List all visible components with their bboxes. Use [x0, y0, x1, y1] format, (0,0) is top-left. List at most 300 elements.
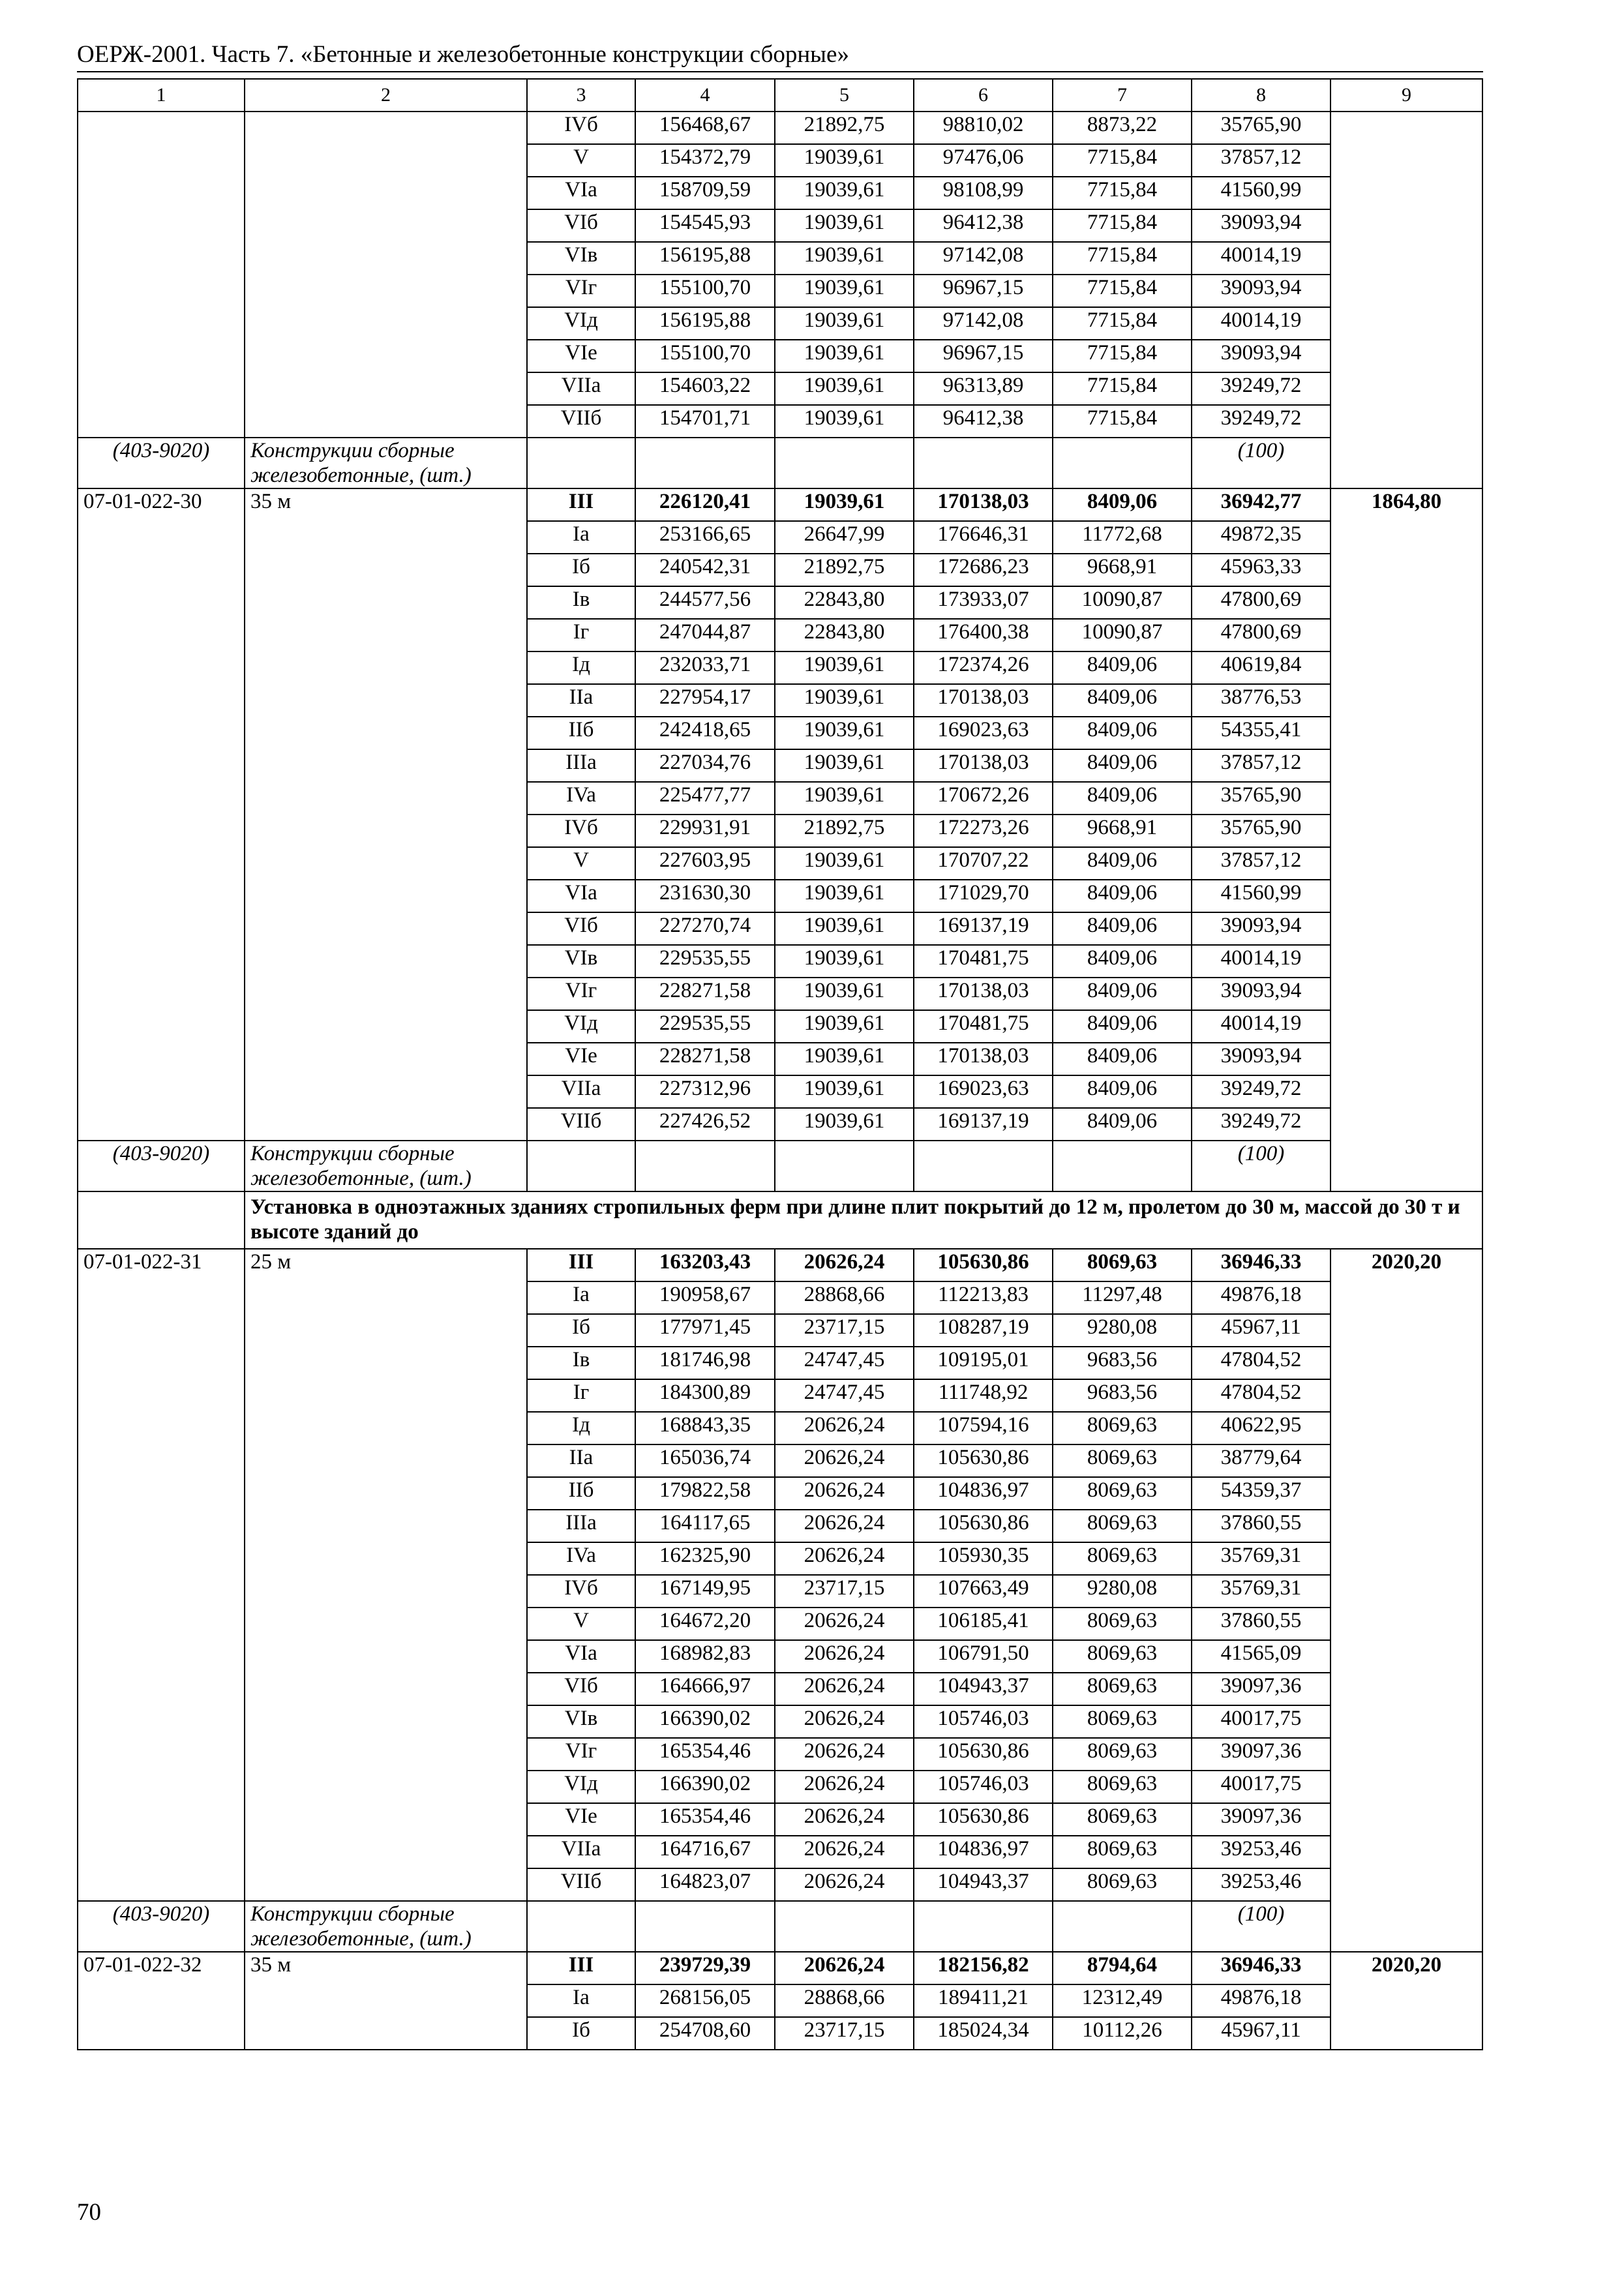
material-cost-cell: 40014,19: [1192, 1010, 1331, 1043]
machine-cost-cell: 111748,92: [914, 1379, 1053, 1412]
labor-cost-cell: 19039,61: [775, 488, 914, 521]
machine-cost-cell: 104943,37: [914, 1868, 1053, 1901]
material-cost-cell: 36946,33: [1192, 1952, 1331, 1984]
direct-cost-cell: 154701,71: [635, 405, 775, 438]
machine-cost-cell: 105630,86: [914, 1803, 1053, 1836]
operator-wage-cell: 8409,06: [1053, 1043, 1192, 1075]
direct-cost-cell: 229535,55: [635, 1010, 775, 1043]
direct-cost-cell: 231630,30: [635, 880, 775, 912]
machine-cost-cell: 172273,26: [914, 815, 1053, 847]
resource-row: [78, 1901, 1482, 1952]
column-header: 4: [635, 79, 775, 112]
material-cost-cell: 41560,99: [1192, 177, 1331, 209]
material-cost-cell: 45963,33: [1192, 554, 1331, 586]
table-row: [78, 1249, 1482, 1281]
resource-row: [78, 1141, 1482, 1191]
zone-cell: VIIб: [527, 405, 635, 438]
machine-cost-cell: 172374,26: [914, 651, 1053, 684]
direct-cost-cell: 177971,45: [635, 1314, 775, 1347]
material-cost-cell: 36942,77: [1192, 488, 1331, 521]
column-header: 6: [914, 79, 1053, 112]
empty-cell: [775, 438, 914, 488]
machine-cost-cell: 170672,26: [914, 782, 1053, 815]
machine-cost-cell: 169137,19: [914, 1108, 1053, 1141]
zone-cell: VIе: [527, 340, 635, 372]
labor-cost-cell: 19039,61: [775, 717, 914, 749]
direct-cost-cell: 168982,83: [635, 1640, 775, 1673]
labor-cost-cell: 20626,24: [775, 1640, 914, 1673]
machine-cost-cell: 170138,03: [914, 488, 1053, 521]
machine-cost-cell: 176400,38: [914, 619, 1053, 651]
zone-cell: V: [527, 1608, 635, 1640]
direct-cost-cell: 226120,41: [635, 488, 775, 521]
resource-name: Конструкции сборные железобетонные, (шт.): [245, 1901, 527, 1952]
zone-cell: Iд: [527, 1412, 635, 1444]
machine-cost-cell: 105630,86: [914, 1249, 1053, 1281]
direct-cost-cell: 242418,65: [635, 717, 775, 749]
material-cost-cell: 47800,69: [1192, 619, 1331, 651]
header-rule: [77, 71, 1483, 72]
labor-cost-cell: 19039,61: [775, 372, 914, 405]
direct-cost-cell: 165036,74: [635, 1444, 775, 1477]
operator-wage-cell: 8409,06: [1053, 684, 1192, 717]
zone-cell: V: [527, 847, 635, 880]
labor-cost-cell: 23717,15: [775, 2017, 914, 2050]
material-cost-cell: 37860,55: [1192, 1510, 1331, 1542]
labor-cost-cell: 21892,75: [775, 554, 914, 586]
material-cost-cell: 40619,84: [1192, 651, 1331, 684]
labor-cost-cell: 19039,61: [775, 749, 914, 782]
machine-cost-cell: 105630,86: [914, 1444, 1053, 1477]
empty-cell: [1053, 438, 1192, 488]
zone-cell: IIб: [527, 1477, 635, 1510]
empty-cell: [914, 438, 1053, 488]
material-cost-cell: 40017,75: [1192, 1705, 1331, 1738]
material-cost-cell: 35765,90: [1192, 782, 1331, 815]
material-cost-cell: 41560,99: [1192, 880, 1331, 912]
zone-cell: IVб: [527, 112, 635, 144]
operator-wage-cell: 8069,63: [1053, 1249, 1192, 1281]
empty-cell: [527, 1141, 635, 1191]
operator-wage-cell: 8409,06: [1053, 782, 1192, 815]
labor-cost-cell: 19039,61: [775, 275, 914, 307]
labor-cost-cell: 28868,66: [775, 1984, 914, 2017]
direct-cost-cell: 240542,31: [635, 554, 775, 586]
machine-cost-cell: 98108,99: [914, 177, 1053, 209]
operator-wage-cell: 8409,06: [1053, 1075, 1192, 1108]
material-cost-cell: 35765,90: [1192, 112, 1331, 144]
machine-cost-cell: 97142,08: [914, 242, 1053, 275]
direct-cost-cell: 166390,02: [635, 1705, 775, 1738]
zone-cell: Iб: [527, 1314, 635, 1347]
direct-cost-cell: 225477,77: [635, 782, 775, 815]
operator-wage-cell: 7715,84: [1053, 307, 1192, 340]
section-spacer: [78, 1191, 245, 1249]
empty-cell: [527, 438, 635, 488]
resource-name: Конструкции сборные железобетонные, (шт.): [245, 1141, 527, 1191]
direct-cost-cell: 181746,98: [635, 1347, 775, 1379]
empty-cell: [775, 1901, 914, 1952]
zone-cell: Iб: [527, 554, 635, 586]
labor-cost-cell: 20626,24: [775, 1510, 914, 1542]
table-row: [78, 112, 1482, 144]
direct-cost-cell: 155100,70: [635, 340, 775, 372]
zone-cell: Iг: [527, 1379, 635, 1412]
labor-cost-cell: 19039,61: [775, 684, 914, 717]
direct-cost-cell: 227603,95: [635, 847, 775, 880]
material-cost-cell: 40622,95: [1192, 1412, 1331, 1444]
column-header: 1: [78, 79, 245, 112]
zone-cell: IIa: [527, 1444, 635, 1477]
material-cost-cell: 49876,18: [1192, 1984, 1331, 2017]
zone-cell: IIIa: [527, 749, 635, 782]
labor-cost-cell: 20626,24: [775, 1771, 914, 1803]
direct-cost-cell: 227312,96: [635, 1075, 775, 1108]
direct-cost-cell: 164672,20: [635, 1608, 775, 1640]
zone-cell: Iв: [527, 1347, 635, 1379]
material-cost-cell: 37857,12: [1192, 749, 1331, 782]
labor-cost-cell: 19039,61: [775, 405, 914, 438]
rate-code: 07-01-022-31: [78, 1249, 245, 1901]
page-number: 70: [77, 2199, 101, 2226]
material-cost-cell: 47804,52: [1192, 1379, 1331, 1412]
rate-span: [245, 112, 527, 438]
operator-wage-cell: 9280,08: [1053, 1575, 1192, 1608]
machine-cost-cell: 107663,49: [914, 1575, 1053, 1608]
operator-wage-cell: 8409,06: [1053, 978, 1192, 1010]
machine-cost-cell: 169023,63: [914, 1075, 1053, 1108]
direct-cost-cell: 227426,52: [635, 1108, 775, 1141]
machine-cost-cell: 106185,41: [914, 1608, 1053, 1640]
material-cost-cell: 41565,09: [1192, 1640, 1331, 1673]
operator-wage-cell: 8069,63: [1053, 1510, 1192, 1542]
table-body: [78, 79, 1482, 2050]
zone-cell: VIд: [527, 307, 635, 340]
machine-cost-cell: 170138,03: [914, 749, 1053, 782]
empty-cell: [635, 1901, 775, 1952]
zone-cell: Iб: [527, 2017, 635, 2050]
labor-cost-cell: 19039,61: [775, 945, 914, 978]
operator-wage-cell: 8069,63: [1053, 1738, 1192, 1771]
labor-cost-cell: 19039,61: [775, 978, 914, 1010]
empty-cell: [1053, 1141, 1192, 1191]
direct-cost-cell: 164716,67: [635, 1836, 775, 1868]
labor-cost-cell: 20626,24: [775, 1608, 914, 1640]
direct-cost-cell: 162325,90: [635, 1542, 775, 1575]
column-header-row: [78, 79, 1482, 112]
table-row: [78, 1952, 1482, 1984]
direct-cost-cell: 154603,22: [635, 372, 775, 405]
zone-cell: III: [527, 1952, 635, 1984]
operator-wage-cell: 7715,84: [1053, 372, 1192, 405]
resource-ref: (403-9020): [78, 438, 245, 488]
direct-cost-cell: 228271,58: [635, 1043, 775, 1075]
machine-cost-cell: 170138,03: [914, 978, 1053, 1010]
direct-cost-cell: 164117,65: [635, 1510, 775, 1542]
operator-wage-cell: 9683,56: [1053, 1347, 1192, 1379]
direct-cost-cell: 165354,46: [635, 1738, 775, 1771]
material-cost-cell: 39093,94: [1192, 912, 1331, 945]
labor-cost-cell: 20626,24: [775, 1412, 914, 1444]
machine-cost-cell: 170707,22: [914, 847, 1053, 880]
direct-cost-cell: 156195,88: [635, 307, 775, 340]
material-cost-cell: 39253,46: [1192, 1868, 1331, 1901]
zone-cell: IVб: [527, 815, 635, 847]
direct-cost-cell: 158709,59: [635, 177, 775, 209]
machine-cost-cell: 170138,03: [914, 1043, 1053, 1075]
zone-cell: IIa: [527, 684, 635, 717]
zone-cell: Iд: [527, 651, 635, 684]
operator-wage-cell: 8409,06: [1053, 1108, 1192, 1141]
machine-cost-cell: 104943,37: [914, 1673, 1053, 1705]
labor-cost-cell: 19039,61: [775, 209, 914, 242]
zone-cell: VIa: [527, 880, 635, 912]
direct-cost-cell: 247044,87: [635, 619, 775, 651]
rate-code: 07-01-022-32: [78, 1952, 245, 2050]
machine-cost-cell: 173933,07: [914, 586, 1053, 619]
labor-cost-cell: 20626,24: [775, 1836, 914, 1868]
zone-cell: Iв: [527, 586, 635, 619]
machine-cost-cell: 105746,03: [914, 1705, 1053, 1738]
machine-cost-cell: 169137,19: [914, 912, 1053, 945]
labor-cost-cell: 22843,80: [775, 586, 914, 619]
zone-cell: VIв: [527, 242, 635, 275]
zone-cell: VIг: [527, 275, 635, 307]
labor-cost-cell: 19039,61: [775, 1075, 914, 1108]
direct-cost-cell: 163203,43: [635, 1249, 775, 1281]
labor-total: 2020,20: [1331, 1249, 1482, 1952]
machine-cost-cell: 97476,06: [914, 144, 1053, 177]
labor-cost-cell: 19039,61: [775, 1043, 914, 1075]
empty-cell: [527, 1901, 635, 1952]
operator-wage-cell: 8069,63: [1053, 1868, 1192, 1901]
labor-cost-cell: 20626,24: [775, 1673, 914, 1705]
labor-cost-cell: 28868,66: [775, 1281, 914, 1314]
operator-wage-cell: 7715,84: [1053, 242, 1192, 275]
resource-ref: (403-9020): [78, 1901, 245, 1952]
labor-cost-cell: 20626,24: [775, 1952, 914, 1984]
operator-wage-cell: 10090,87: [1053, 619, 1192, 651]
column-header: 9: [1331, 79, 1482, 112]
zone-cell: VIIб: [527, 1108, 635, 1141]
rate-span: 35 м: [245, 1952, 527, 2050]
zone-cell: VIе: [527, 1803, 635, 1836]
operator-wage-cell: 8409,06: [1053, 651, 1192, 684]
material-cost-cell: 39093,94: [1192, 209, 1331, 242]
operator-wage-cell: 8409,06: [1053, 717, 1192, 749]
material-cost-cell: 39097,36: [1192, 1803, 1331, 1836]
zone-cell: IVб: [527, 1575, 635, 1608]
zone-cell: VIIa: [527, 1075, 635, 1108]
labor-cost-cell: 19039,61: [775, 782, 914, 815]
labor-cost-cell: 19039,61: [775, 307, 914, 340]
operator-wage-cell: 8409,06: [1053, 912, 1192, 945]
operator-wage-cell: 8409,06: [1053, 749, 1192, 782]
operator-wage-cell: 8069,63: [1053, 1836, 1192, 1868]
material-cost-cell: 54359,37: [1192, 1477, 1331, 1510]
direct-cost-cell: 156195,88: [635, 242, 775, 275]
operator-wage-cell: 8069,63: [1053, 1477, 1192, 1510]
material-cost-cell: 39249,72: [1192, 372, 1331, 405]
labor-cost-cell: 19039,61: [775, 912, 914, 945]
direct-cost-cell: 156468,67: [635, 112, 775, 144]
operator-wage-cell: 7715,84: [1053, 177, 1192, 209]
column-header: 5: [775, 79, 914, 112]
direct-cost-cell: 165354,46: [635, 1803, 775, 1836]
material-cost-cell: 47804,52: [1192, 1347, 1331, 1379]
page-header: ОЕРЖ-2001. Часть 7. «Бетонные и железобетонные конструкции сборные»: [77, 41, 849, 68]
machine-cost-cell: 172686,23: [914, 554, 1053, 586]
zone-cell: Iг: [527, 619, 635, 651]
operator-wage-cell: 8069,63: [1053, 1542, 1192, 1575]
labor-cost-cell: 20626,24: [775, 1477, 914, 1510]
rate-code: [78, 112, 245, 438]
material-cost-cell: 40014,19: [1192, 307, 1331, 340]
operator-wage-cell: 10090,87: [1053, 586, 1192, 619]
machine-cost-cell: 96412,38: [914, 405, 1053, 438]
operator-wage-cell: 8069,63: [1053, 1640, 1192, 1673]
direct-cost-cell: 227034,76: [635, 749, 775, 782]
machine-cost-cell: 96313,89: [914, 372, 1053, 405]
operator-wage-cell: 11772,68: [1053, 521, 1192, 554]
zone-cell: VIд: [527, 1771, 635, 1803]
zone-cell: VIб: [527, 1673, 635, 1705]
machine-cost-cell: 96412,38: [914, 209, 1053, 242]
direct-cost-cell: 227954,17: [635, 684, 775, 717]
operator-wage-cell: 12312,49: [1053, 1984, 1192, 2017]
operator-wage-cell: 8069,63: [1053, 1673, 1192, 1705]
zone-cell: V: [527, 144, 635, 177]
direct-cost-cell: 239729,39: [635, 1952, 775, 1984]
labor-cost-cell: 19039,61: [775, 177, 914, 209]
material-cost-cell: 37860,55: [1192, 1608, 1331, 1640]
labor-cost-cell: 24747,45: [775, 1347, 914, 1379]
material-cost-cell: 49876,18: [1192, 1281, 1331, 1314]
labor-total: [1331, 112, 1482, 488]
labor-cost-cell: 19039,61: [775, 242, 914, 275]
zone-cell: VIб: [527, 912, 635, 945]
machine-cost-cell: 96967,15: [914, 275, 1053, 307]
empty-cell: [635, 438, 775, 488]
labor-cost-cell: 19039,61: [775, 340, 914, 372]
zone-cell: VIa: [527, 177, 635, 209]
operator-wage-cell: 10112,26: [1053, 2017, 1192, 2050]
material-cost-cell: 39249,72: [1192, 1108, 1331, 1141]
table-row: [78, 488, 1482, 521]
material-cost-cell: 40014,19: [1192, 242, 1331, 275]
machine-cost-cell: 108287,19: [914, 1314, 1053, 1347]
operator-wage-cell: 8069,63: [1053, 1803, 1192, 1836]
machine-cost-cell: 96967,15: [914, 340, 1053, 372]
direct-cost-cell: 229535,55: [635, 945, 775, 978]
material-cost-cell: 49872,35: [1192, 521, 1331, 554]
zone-cell: III: [527, 488, 635, 521]
empty-cell: [635, 1141, 775, 1191]
zone-cell: VIе: [527, 1043, 635, 1075]
operator-wage-cell: 8069,63: [1053, 1444, 1192, 1477]
material-cost-cell: 39249,72: [1192, 1075, 1331, 1108]
zone-cell: VIв: [527, 1705, 635, 1738]
machine-cost-cell: 106791,50: [914, 1640, 1053, 1673]
zone-cell: VIг: [527, 978, 635, 1010]
direct-cost-cell: 190958,67: [635, 1281, 775, 1314]
labor-cost-cell: 20626,24: [775, 1542, 914, 1575]
operator-wage-cell: 8409,06: [1053, 945, 1192, 978]
direct-cost-cell: 254708,60: [635, 2017, 775, 2050]
zone-cell: VIa: [527, 1640, 635, 1673]
labor-cost-cell: 23717,15: [775, 1575, 914, 1608]
material-cost-cell: 39093,94: [1192, 978, 1331, 1010]
zone-cell: VIIa: [527, 1836, 635, 1868]
column-header: 7: [1053, 79, 1192, 112]
resource-row: [78, 438, 1482, 488]
material-cost-cell: 40017,75: [1192, 1771, 1331, 1803]
machine-cost-cell: 170481,75: [914, 1010, 1053, 1043]
machine-cost-cell: 104836,97: [914, 1477, 1053, 1510]
material-cost-cell: 45967,11: [1192, 2017, 1331, 2050]
operator-wage-cell: 8069,63: [1053, 1771, 1192, 1803]
material-cost-cell: 36946,33: [1192, 1249, 1331, 1281]
rate-code: 07-01-022-30: [78, 488, 245, 1141]
operator-wage-cell: 8794,64: [1053, 1952, 1192, 1984]
empty-cell: [914, 1901, 1053, 1952]
direct-cost-cell: 244577,56: [635, 586, 775, 619]
zone-cell: VIг: [527, 1738, 635, 1771]
material-cost-cell: 35769,31: [1192, 1542, 1331, 1575]
material-cost-cell: 38779,64: [1192, 1444, 1331, 1477]
labor-cost-cell: 22843,80: [775, 619, 914, 651]
labor-total: 2020,20: [1331, 1952, 1482, 2050]
direct-cost-cell: 229931,91: [635, 815, 775, 847]
operator-wage-cell: 8409,06: [1053, 1010, 1192, 1043]
rate-span: 25 м: [245, 1249, 527, 1901]
rate-span: 35 м: [245, 488, 527, 1141]
resource-ref: (403-9020): [78, 1141, 245, 1191]
machine-cost-cell: 189411,21: [914, 1984, 1053, 2017]
material-cost-cell: 39097,36: [1192, 1673, 1331, 1705]
machine-cost-cell: 107594,16: [914, 1412, 1053, 1444]
labor-cost-cell: 26647,99: [775, 521, 914, 554]
direct-cost-cell: 179822,58: [635, 1477, 775, 1510]
direct-cost-cell: 166390,02: [635, 1771, 775, 1803]
labor-cost-cell: 20626,24: [775, 1249, 914, 1281]
labor-cost-cell: 20626,24: [775, 1738, 914, 1771]
direct-cost-cell: 184300,89: [635, 1379, 775, 1412]
resource-qty: (100): [1192, 438, 1331, 488]
labor-cost-cell: 20626,24: [775, 1705, 914, 1738]
machine-cost-cell: 182156,82: [914, 1952, 1053, 1984]
labor-cost-cell: 19039,61: [775, 144, 914, 177]
operator-wage-cell: 8069,63: [1053, 1608, 1192, 1640]
operator-wage-cell: 8873,22: [1053, 112, 1192, 144]
labor-cost-cell: 24747,45: [775, 1379, 914, 1412]
machine-cost-cell: 176646,31: [914, 521, 1053, 554]
section-row: [78, 1191, 1482, 1249]
operator-wage-cell: 7715,84: [1053, 340, 1192, 372]
machine-cost-cell: 171029,70: [914, 880, 1053, 912]
operator-wage-cell: 9668,91: [1053, 554, 1192, 586]
machine-cost-cell: 170481,75: [914, 945, 1053, 978]
zone-cell: VIд: [527, 1010, 635, 1043]
labor-cost-cell: 19039,61: [775, 880, 914, 912]
operator-wage-cell: 9280,08: [1053, 1314, 1192, 1347]
operator-wage-cell: 7715,84: [1053, 209, 1192, 242]
direct-cost-cell: 164823,07: [635, 1868, 775, 1901]
zone-cell: IVa: [527, 782, 635, 815]
zone-cell: VIIб: [527, 1868, 635, 1901]
operator-wage-cell: 11297,48: [1053, 1281, 1192, 1314]
material-cost-cell: 39093,94: [1192, 340, 1331, 372]
